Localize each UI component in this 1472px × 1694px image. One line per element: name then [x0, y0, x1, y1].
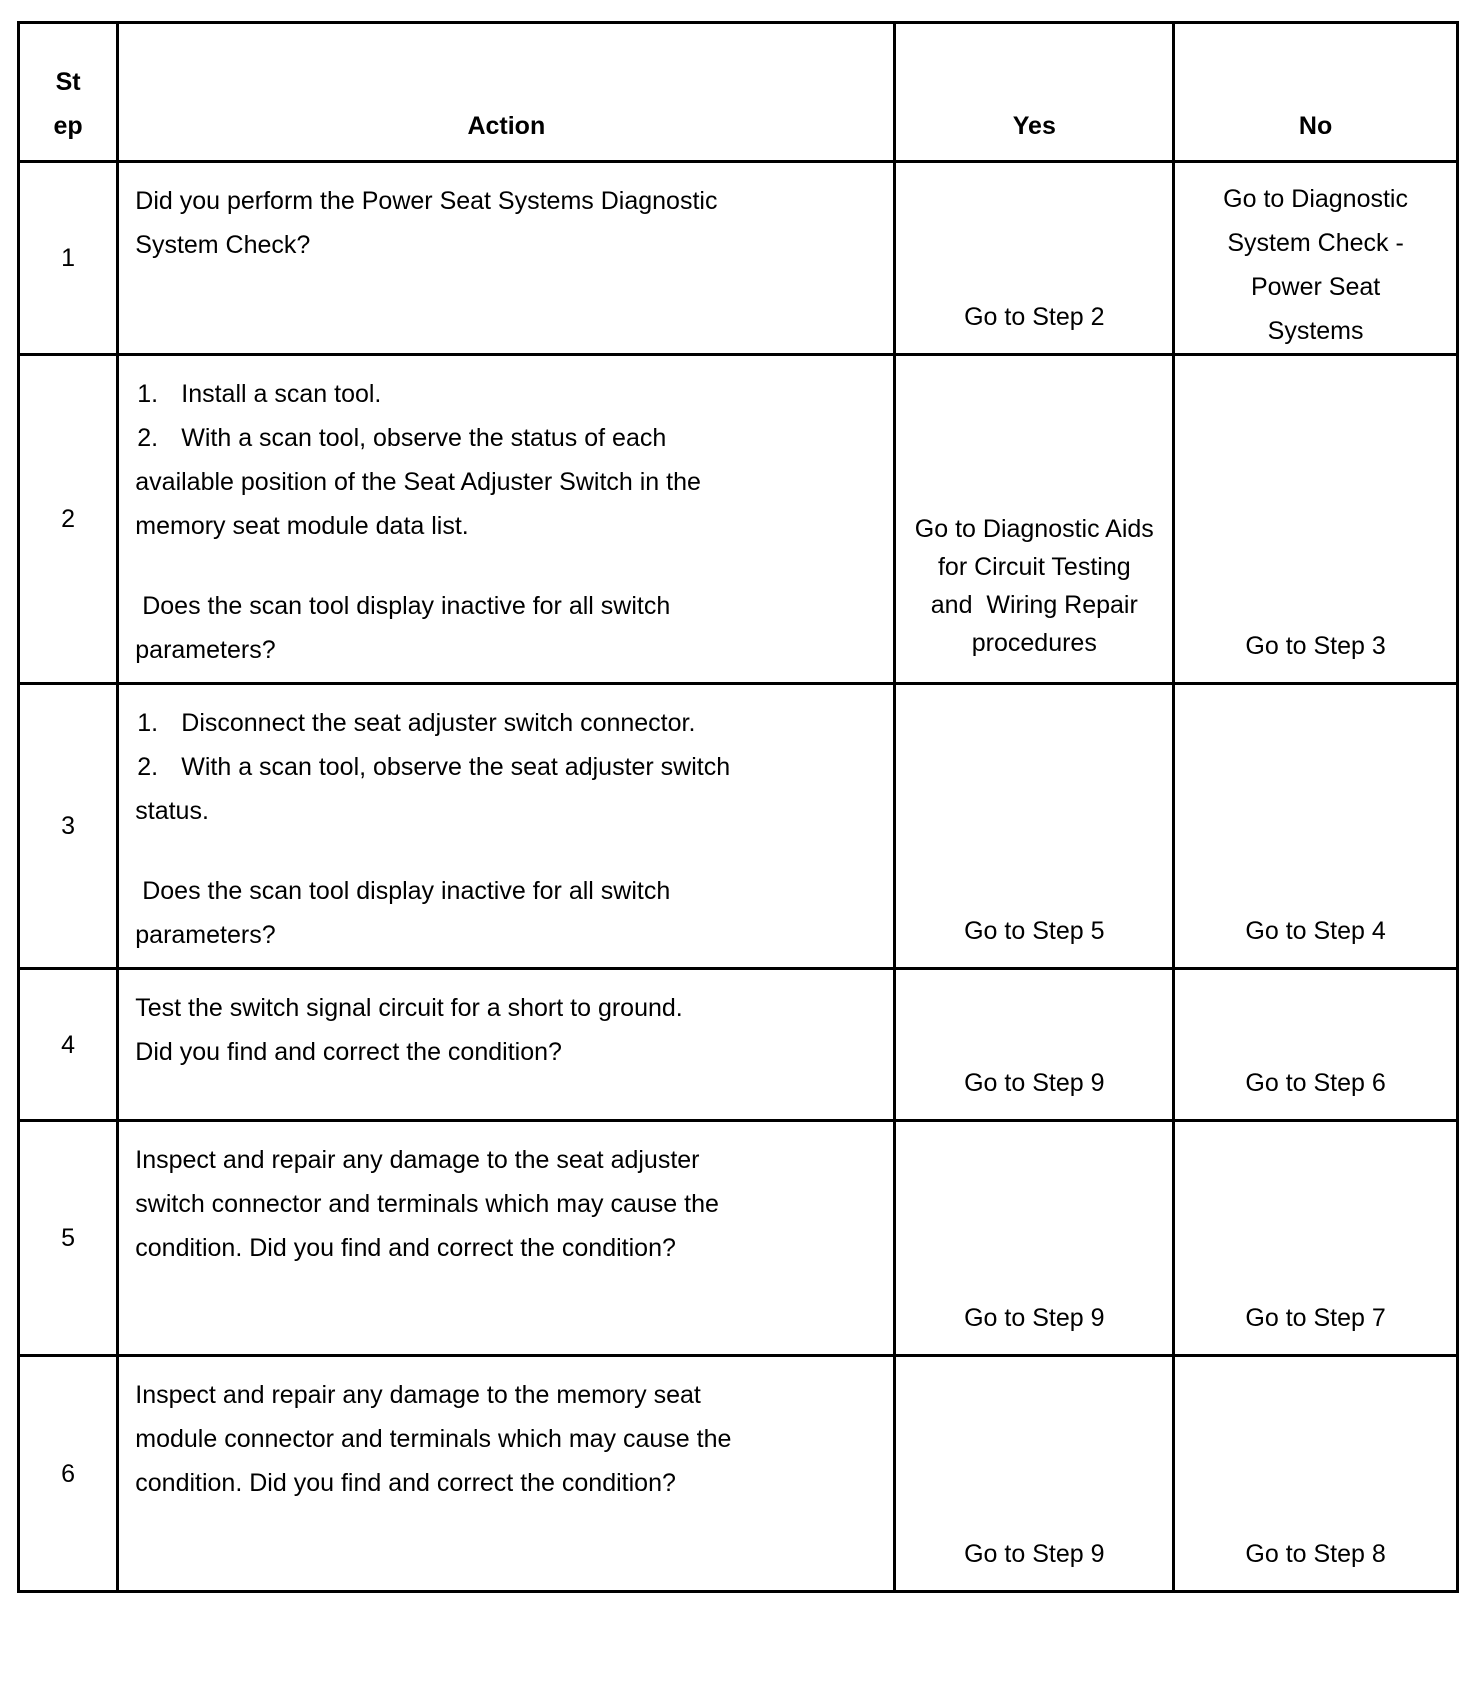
header-action: Action	[118, 23, 895, 162]
no-cell	[1174, 162, 1458, 355]
step-number: 1	[19, 162, 118, 355]
step-number: 5	[19, 1121, 118, 1356]
yes-text: Go to Step 9	[964, 1304, 1105, 1332]
step-number: 4	[19, 969, 118, 1121]
action-cell	[118, 684, 895, 969]
action-cell	[118, 355, 895, 684]
no-text: Power Seat	[1250, 273, 1381, 301]
action-list-item	[135, 701, 879, 745]
yes-text: and Wiring Repair	[930, 591, 1138, 619]
action-list-item	[135, 745, 879, 789]
header-step	[19, 23, 118, 162]
no-text: System Check -	[1227, 229, 1404, 257]
action-question: Does the scan tool display inactive for all switch	[135, 877, 671, 905]
table-row-step-6	[19, 1356, 1458, 1592]
list-number: 1.	[137, 380, 159, 408]
yes-cell	[895, 969, 1174, 1121]
table-row-step-2	[19, 355, 1458, 684]
step-number: 6	[19, 1356, 118, 1592]
action-line: switch connector and terminals which may cause the	[135, 1190, 719, 1218]
no-cell	[1174, 355, 1458, 684]
step-number: 2	[19, 355, 118, 684]
yes-cell	[895, 684, 1174, 969]
yes-cell	[895, 162, 1174, 355]
no-cell	[1174, 969, 1458, 1121]
list-number: 2.	[137, 424, 159, 452]
table-row-step-3	[19, 684, 1458, 969]
action-line: Did you find and correct the condition?	[135, 1038, 562, 1066]
action-question: parameters?	[135, 921, 276, 949]
no-cell	[1174, 1121, 1458, 1356]
paragraph-gap	[135, 833, 879, 869]
step-number: 3	[19, 684, 118, 969]
action-line: available position of the Seat Adjuster Switch in the	[135, 468, 701, 496]
action-line: status.	[135, 797, 209, 825]
yes-cell	[895, 1121, 1174, 1356]
header-step-part-a: St	[55, 68, 81, 96]
list-number: 1.	[137, 709, 159, 737]
yes-text: Go to Step 9	[964, 1069, 1105, 1097]
no-text: Go to Step 3	[1245, 632, 1386, 660]
action-question: Does the scan tool display inactive for all switch	[135, 592, 671, 620]
action-line: Inspect and repair any damage to the memory seat	[135, 1381, 701, 1409]
header-row	[19, 23, 1458, 162]
action-line: condition. Did you find and correct the condition?	[135, 1469, 676, 1497]
action-cell	[118, 162, 895, 355]
header-yes: Yes	[895, 23, 1174, 162]
no-text: Go to Diagnostic	[1223, 185, 1408, 213]
no-text: Go to Step 7	[1245, 1304, 1386, 1332]
table-row-step-1	[19, 162, 1458, 355]
paragraph-gap	[135, 548, 879, 584]
no-text: Go to Step 8	[1245, 1540, 1386, 1568]
action-line: module connector and terminals which may cause the	[135, 1425, 732, 1453]
action-line: Inspect and repair any damage to the seat adjuster	[135, 1146, 700, 1174]
action-line: Did you perform the Power Seat Systems Diagnostic	[135, 187, 718, 215]
header-no: No	[1174, 23, 1458, 162]
yes-text: procedures	[971, 629, 1097, 657]
list-number: 2.	[137, 753, 159, 781]
action-line: Test the switch signal circuit for a short to ground.	[135, 994, 683, 1022]
action-cell	[118, 1121, 895, 1356]
table-row-step-4	[19, 969, 1458, 1121]
list-text: With a scan tool, observe the status of each	[181, 424, 667, 452]
no-text: Go to Step 4	[1245, 917, 1386, 945]
action-cell	[118, 1356, 895, 1592]
no-text: Go to Step 6	[1245, 1069, 1386, 1097]
table-row-step-5	[19, 1121, 1458, 1356]
yes-text: for Circuit Testing	[937, 553, 1131, 581]
yes-cell	[895, 355, 1174, 684]
header-step-part-b: ep	[53, 112, 83, 140]
action-line: condition. Did you find and correct the condition?	[135, 1234, 676, 1262]
diagnostic-table	[17, 21, 1459, 1593]
action-question: parameters?	[135, 636, 276, 664]
action-line: memory seat module data list.	[135, 512, 469, 540]
no-cell	[1174, 1356, 1458, 1592]
action-list-item	[135, 416, 879, 460]
action-cell	[118, 969, 895, 1121]
yes-text: Go to Diagnostic Aids	[914, 515, 1154, 543]
no-cell	[1174, 684, 1458, 969]
no-text: Systems	[1267, 317, 1364, 345]
yes-text: Go to Step 9	[964, 1540, 1105, 1568]
yes-text: Go to Step 5	[964, 917, 1105, 945]
action-list-item	[135, 372, 879, 416]
list-text: With a scan tool, observe the seat adjuster switch	[181, 753, 731, 781]
yes-text: Go to Step 2	[964, 303, 1105, 331]
list-text: Install a scan tool.	[181, 380, 382, 408]
list-text: Disconnect the seat adjuster switch connector.	[181, 709, 696, 737]
action-line: System Check?	[135, 231, 311, 259]
yes-cell	[895, 1356, 1174, 1592]
